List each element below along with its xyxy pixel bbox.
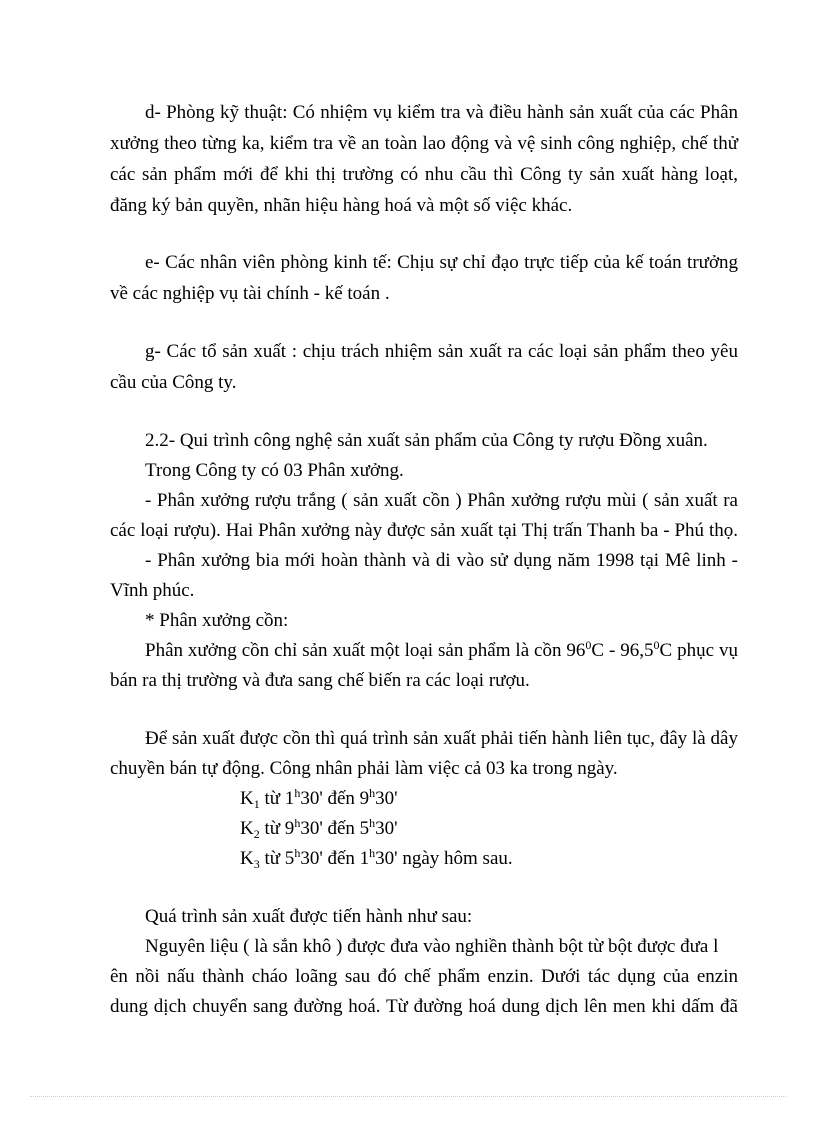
paragraph-d-line-1: d- Phòng kỹ thuật: Có nhiệm vụ kiểm tra và điều hành sản xuất của các Phân <box>145 102 738 123</box>
footer-divider <box>30 1096 786 1097</box>
process-heading: Quá trình sản xuất được tiến hành như sau: <box>145 906 473 927</box>
alcohol-product-text-a: Phân xưởng cồn chỉ sản xuất một loại sản phẩm là cồn 96 <box>145 640 586 661</box>
shift-1-h1: h <box>294 786 301 800</box>
shift-3-h2: h <box>369 846 376 860</box>
section-heading: 2.2- Qui trình công nghệ sản xuất sản phẩm của Công ty rượu Đồng xuân. <box>145 430 708 451</box>
shift-1-sub: 1 <box>253 797 260 811</box>
workshop-liquor-line-1: - Phân xưởng rượu trắng ( sản xuất cồn ) Phân xưởng rượu mùi ( sản xuất ra <box>145 490 738 511</box>
shift-3-sub: 3 <box>253 857 260 871</box>
shift-1 <box>240 784 640 814</box>
shift-1-k: K <box>240 788 254 809</box>
shift-3-k: K <box>240 848 254 869</box>
paragraph-e-line-1: e- Các nhân viên phòng kinh tế: Chịu sự chỉ đạo trực tiếp của kế toán trưởng <box>145 252 738 273</box>
degree-superscript-1: 0 <box>585 638 592 652</box>
alcohol-product-text-c: C phục vụ <box>659 640 738 661</box>
alcohol-workshop-heading: * Phân xưởng cồn: <box>145 610 289 631</box>
shift-3 <box>240 844 640 874</box>
paragraph-g-line-1: g- Các tổ sản xuất : chịu trách nhiệm sản xuất ra các loại sản phẩm theo yêu <box>145 341 738 362</box>
shift-2-t2: 30' đến 5 <box>300 818 370 839</box>
shift-2-h1: h <box>294 816 301 830</box>
shift-1-h2: h <box>369 786 376 800</box>
alcohol-product-line-2: bán ra thị trường và đưa sang chế biến ra các loại rượu. <box>110 670 530 691</box>
shift-3-t3: 30' ngày hôm sau. <box>375 848 513 869</box>
shift-2 <box>240 814 640 844</box>
shift-2-t1: từ 9 <box>259 818 295 839</box>
paragraph-d-line-3: các sản phẩm mới để khi thị trường có nhu cầu thì Công ty sản xuất hàng loạt, <box>110 164 738 185</box>
degree-superscript-2: 0 <box>653 638 660 652</box>
shift-2-h2: h <box>369 816 376 830</box>
paragraph-d-line-2: xưởng theo từng ka, kiểm tra về an toàn lao động và vệ sinh công nghiệp, chế thử <box>110 133 738 154</box>
shift-3-t2: 30' đến 1 <box>300 848 370 869</box>
shift-1-t2: 30' đến 9 <box>300 788 370 809</box>
workshop-beer-line-1: - Phân xưởng bia mới hoàn thành và di vào sử dụng năm 1998 tại Mê linh - <box>145 550 738 571</box>
paragraph-e-line-2: về các nghiệp vụ tài chính - kế toán . <box>110 283 390 304</box>
process-line-3: dung dịch chuyển sang đường hoá. Từ đường hoá dung dịch lên men khi dấm đã <box>110 996 738 1017</box>
shift-2-k: K <box>240 818 254 839</box>
continuous-production-line-1: Để sản xuất được cồn thì quá trình sản xuất phải tiến hành liên tục, đây là dây <box>145 728 738 749</box>
shift-1-t1: từ 1 <box>259 788 295 809</box>
paragraph-d-line-4: đăng ký bản quyền, nhãn hiệu hàng hoá và một số việc khác. <box>110 195 573 216</box>
section-intro: Trong Công ty có 03 Phân xưởng. <box>145 460 404 481</box>
process-line-2: ên nồi nấu thành cháo loãng sau đó chế phẩm enzin. Dưới tác dụng của enzin <box>110 966 738 987</box>
shift-1-t3: 30' <box>375 788 398 809</box>
alcohol-product-line-1 <box>145 636 738 666</box>
workshop-liquor-line-2: các loại rượu). Hai Phân xưởng này được sản xuất tại Thị trấn Thanh ba - Phú thọ. <box>110 520 738 541</box>
shift-3-t1: từ 5 <box>259 848 295 869</box>
shift-2-t3: 30' <box>375 818 398 839</box>
workshop-beer-line-2: Vĩnh phúc. <box>110 580 195 601</box>
shift-2-sub: 2 <box>253 827 260 841</box>
shift-3-h1: h <box>294 846 301 860</box>
paragraph-g-line-2: cầu của Công ty. <box>110 372 237 393</box>
process-line-1: Nguyên liệu ( là sắn khô ) được đưa vào nghiền thành bột từ bột được đưa l <box>145 936 719 957</box>
continuous-production-line-2: chuyền bán tự động. Công nhân phải làm việc cả 03 ka trong ngày. <box>110 758 618 779</box>
alcohol-product-text-b: C - 96,5 <box>591 640 654 661</box>
